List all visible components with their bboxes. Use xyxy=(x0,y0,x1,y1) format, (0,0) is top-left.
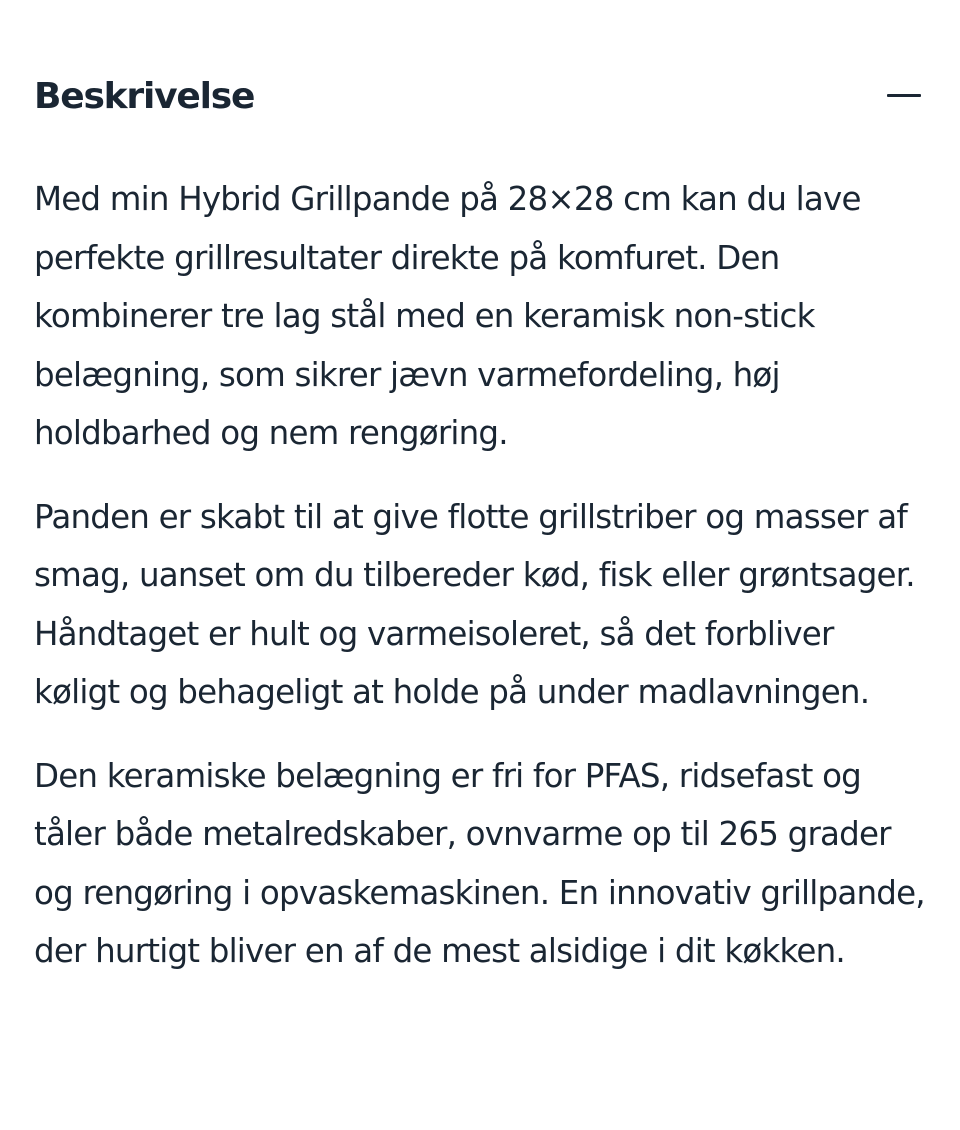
accordion-body xyxy=(34,170,926,1006)
description-accordion xyxy=(34,0,926,970)
description-paragraph: Panden er skabt til at give flotte grillstriber og masser af smag, uanset om du tilbereder kød, fisk eller grøntsager. Håndtaget er hult og varmeisoleret, så det forbliver køligt og behageligt at holde på under madlavningen. xyxy=(34,497,915,711)
minus-bar xyxy=(887,94,921,97)
description-paragraph: Den keramiske belægning er fri for PFAS, ridsefast og tåler både metalredskaber, ovnvarme op til 265 grader og rengøring i opvaskemaskinen. En innovativ grillpande, der hurtigt bliver en af de mest alsidige i dit køkken. xyxy=(34,756,925,970)
description-paragraph: Med min Hybrid Grillpande på 28×28 cm kan du lave perfekte grillresultater direkte på komfuret. Den kombinerer tre lag stål med en keramisk non-stick belægning, som sikrer jævn varmefordeling, høj holdbarhed og nem rengøring. xyxy=(34,180,861,452)
minus-icon[interactable] xyxy=(886,80,922,110)
section-title: Beskrivelse xyxy=(34,76,255,117)
accordion-header[interactable] xyxy=(34,0,926,150)
